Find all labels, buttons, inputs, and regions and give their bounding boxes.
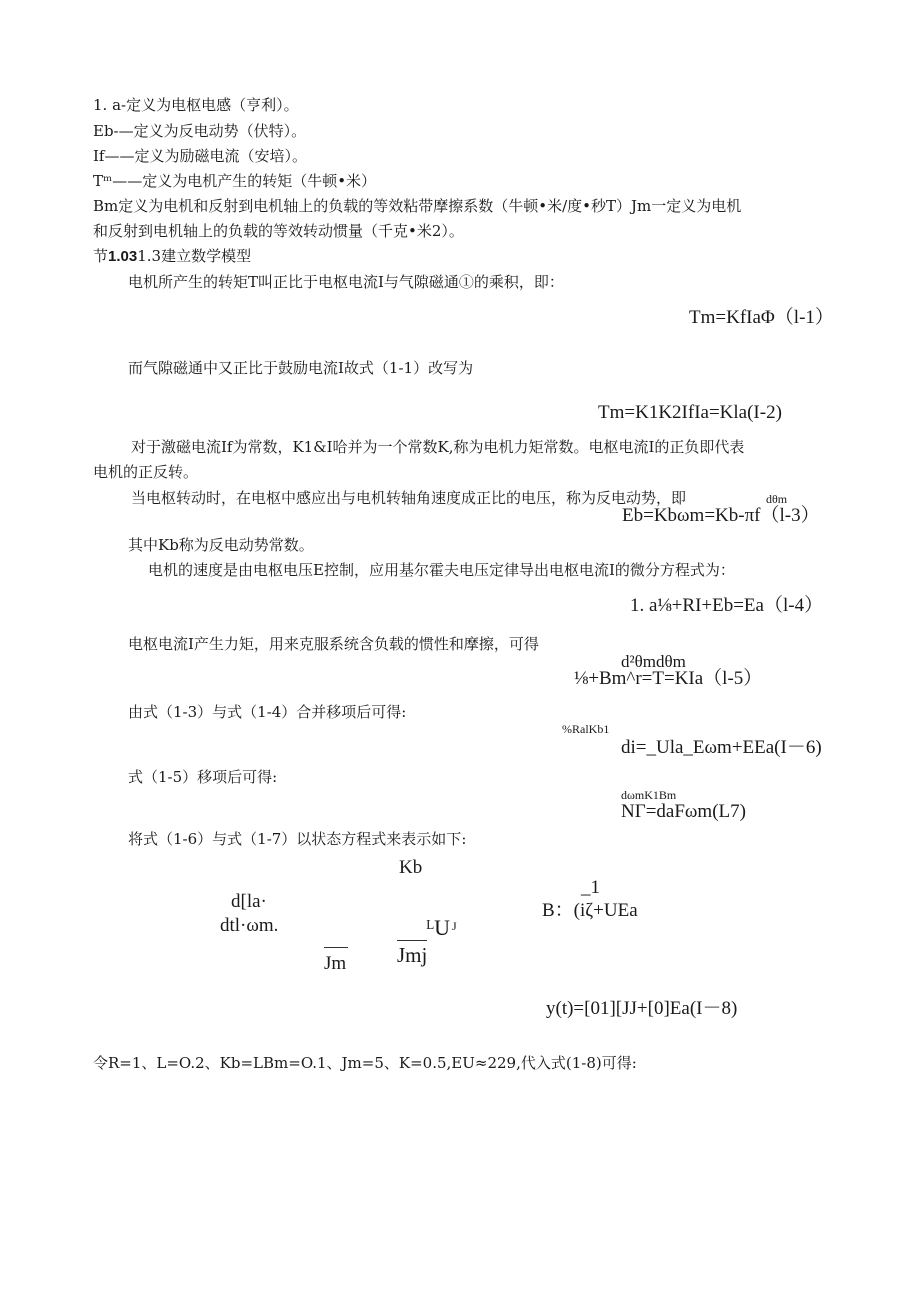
equation-1-3: Eb=Kbωm=Kb-πf（l-3）: [622, 505, 820, 526]
para-force: 电枢电流I产生力矩，用来克服系统含负载的惯性和摩擦，可得: [128, 635, 539, 653]
equation-1-4: 1. a⅛+RI+Eb=Ea（l-4）: [630, 595, 824, 616]
section-prefix: 节: [93, 247, 109, 265]
matrix-dtl: dtl·ωm.: [220, 915, 279, 936]
matrix-j: J: [452, 919, 457, 933]
para-torque-constant-1: 对于激磁电流If为常数，K1&I哈并为一个常数K,称为电机力矩常数。电枢电流I的正负即代表: [131, 438, 745, 456]
matrix-b: B：(iζ+UEa: [542, 900, 638, 921]
matrix-jm-2: Jmj: [397, 943, 428, 967]
para-state-equation: 将式（1-6）与式（1-7）以状态方程式来表示如下:: [128, 830, 467, 848]
def-line-3: If——定义为励磁电流（安培）。: [93, 147, 307, 165]
para-kb: 其中Kb称为反电动势常数。: [128, 536, 314, 554]
matrix-jm-1: Jm: [324, 953, 347, 974]
para-rearrange: 式（1-5）移项后可得:: [128, 768, 278, 786]
def-line-4: Tᵐ——定义为电机产生的转矩（牛顿•米）: [93, 172, 377, 190]
section-heading: [93, 246, 251, 267]
section-title: 1.3建立数学模型: [137, 247, 252, 265]
section-number: 1.03: [108, 248, 138, 265]
equation-1-1: Tm=KfIaΦ（l-1）: [689, 307, 834, 328]
equation-1-7-top: dωmK1Bm: [621, 788, 677, 802]
para-back-emf: 当电枢转动时，在电枢中感应出与电机转轴角速度成正比的电压，称为反电动势，即: [131, 489, 687, 507]
matrix-bar-1: [324, 947, 348, 948]
def-line-6: 和反射到电机轴上的负载的等效转动惯量（千克•米2）。: [93, 222, 464, 240]
equation-1-6-top: %RalKb1: [562, 722, 610, 736]
para-torque-constant-2: 电机的正反转。: [93, 463, 199, 481]
def-line-1: 1. a-定义为电枢电感（亨利）。: [93, 96, 299, 114]
para-kirchhoff: 电机的速度是由电枢电压E控制，应用基尔霍夫电压定律导出电枢电流I的微分方程式为：: [148, 561, 735, 579]
para-flux: 而气隙磁通中又正比于鼓励电流I故式（1-1）改写为: [128, 359, 474, 377]
equation-1-8: y(t)=[01][JJ+[0]Ea(I－8): [546, 998, 738, 1019]
matrix-dla: d[la·: [231, 891, 267, 912]
equation-1-7: NΓ=daFωm(L7): [621, 801, 746, 822]
equation-1-5-top: d²θmdθm: [621, 652, 686, 671]
para-combine: 由式（1-3）与式（1-4）合并移项后可得:: [128, 703, 407, 721]
equation-1-2: Tm=K1K2IfIa=Kla(I-2): [598, 402, 782, 423]
matrix-u: ᴸU: [426, 915, 451, 940]
def-line-2: Eb-—定义为反电动势（伏特）。: [93, 122, 307, 140]
matrix-bar-2: [397, 940, 427, 941]
def-line-5: Bm定义为电机和反射到电机轴上的负载的等效粘带摩擦系数（牛顿•米/度•秒T）Jm一定义为电机: [93, 197, 742, 215]
equation-1-3-top: dθm: [766, 492, 788, 506]
para-torque: 电机所产生的转矩T叫正比于电枢电流I与气隙磁通①的乘积，即：: [128, 273, 564, 291]
para-substitute: 令R=1、L=O.2、Kb=LBm=O.1、Jm=5、K=0.5,EU≈229,代入式(1-8)可得:: [93, 1054, 637, 1072]
equation-1-6: di=_Ula_Eωm+EEa(I－6): [621, 737, 822, 758]
equation-1-5: ⅛+Bm^r=T=KIa（l-5）: [574, 668, 763, 689]
matrix-kb: Kb: [399, 857, 423, 878]
matrix-b-top: _1: [581, 877, 600, 898]
